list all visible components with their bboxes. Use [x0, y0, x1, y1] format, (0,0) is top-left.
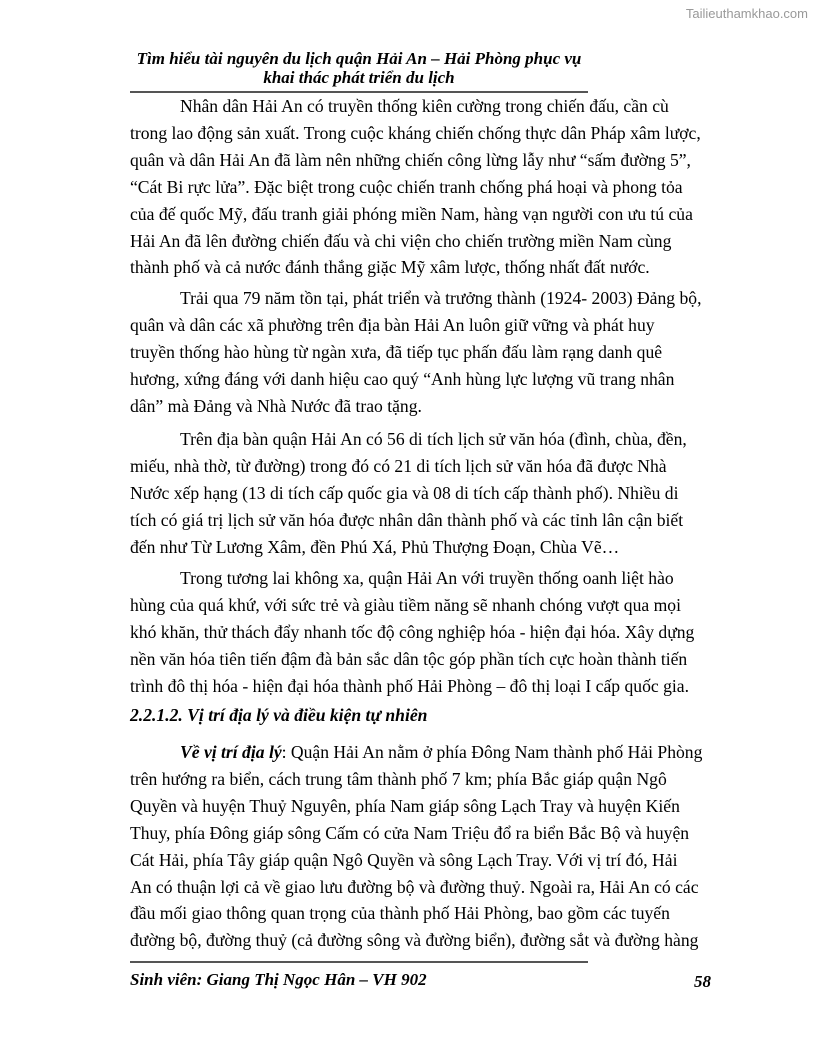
- paragraph-line: đầu mối giao thông quan trọng của thành phố Hải Phòng, bao gồm các tuyến: [130, 903, 670, 924]
- paragraph-line: [180, 742, 703, 762]
- paragraph-line: Cát Hải, phía Tây giáp quận Ngô Quyền và sông Lạch Tray. Với vị trí đó, Hải: [130, 849, 678, 870]
- location-first-line: : Quận Hải An nằm ở phía Đông Nam thành phố Hải Phòng: [281, 742, 703, 762]
- paragraph-line: “Cát Bi rực lửa”. Đặc biệt trong cuộc chiến tranh chống phá hoại và phong tỏa: [130, 176, 683, 197]
- paragraph-line: Nước xếp hạng (13 di tích cấp quốc gia và 08 di tích cấp thành phố). Nhiều di: [130, 482, 679, 503]
- paragraph-line: quân và dân Hải An đã làm nên những chiến công lừng lẫy như “sấm đường 5”,: [130, 149, 691, 170]
- header-divider: [130, 91, 588, 93]
- page-number: 58: [694, 972, 711, 991]
- paragraph-line: trình đô thị hóa - hiện đại hóa thành phố Hải Phòng – đô thị loại I cấp quốc gia.: [130, 675, 689, 696]
- paragraph-line: miếu, nhà thờ, từ đường) trong đó có 21 di tích lịch sử văn hóa đã được Nhà: [130, 455, 667, 476]
- paragraph-line: truyền thống hào hùng từ ngàn xưa, đã tiếp tục phấn đấu làm rạng danh quê: [130, 341, 663, 362]
- paragraph-line: trên hướng ra biển, cách trung tâm thành phố 7 km; phía Bắc giáp quận Ngô: [130, 768, 667, 789]
- paragraph-line: Hải An đã lên đường chiến đấu và chi viện cho chiến trường miền Nam cùng: [130, 230, 672, 251]
- paragraph-line: tích có giá trị lịch sử văn hóa được nhân dân thành phố và các tỉnh lân cận biết: [130, 509, 684, 530]
- paragraph-line: của đế quốc Mỹ, đấu tranh giải phóng miền Nam, hàng vạn người con ưu tú của: [130, 203, 693, 224]
- footer-divider: [130, 961, 588, 963]
- paragraph-line: An có thuận lợi cả về giao lưu đường bộ và đường thuỷ. Ngoài ra, Hải An có các: [130, 876, 699, 897]
- page-header-title: [130, 49, 588, 87]
- header-title-line-2: khai thác phát triển du lịch: [263, 68, 455, 87]
- header-title-line-1: Tìm hiểu tài nguyên du lịch quận Hải An – Hải Phòng phục vụ: [136, 49, 582, 68]
- paragraph-line: thành phố và cả nước đánh thắng giặc Mỹ xâm lược, thống nhất đất nước.: [130, 257, 650, 278]
- location-lead: Về vị trí địa lý: [180, 742, 282, 762]
- paragraph-line: hương, xứng đáng với danh hiệu cao quý “Anh hùng lực lượng vũ trang nhân: [130, 368, 675, 389]
- section-heading: 2.2.1.2. Vị trí địa lý và điều kiện tự nhiên: [130, 705, 428, 725]
- paragraph-line: dân” mà Đảng và Nhà Nước đã trao tặng.: [130, 395, 422, 416]
- paragraph-line: Quyền và huyện Thuỷ Nguyên, phía Nam giáp sông Lạch Tray và huyện Kiến: [130, 795, 680, 816]
- paragraph-line: khó khăn, thử thách đẩy nhanh tốc độ công nghiệp hóa - hiện đại hóa. Xây dựng: [130, 621, 695, 642]
- paragraph-line: hùng của quá khứ, với sức trẻ và giàu tiềm năng sẽ nhanh chóng vượt qua mọi: [130, 594, 681, 615]
- paragraph-line: Trên địa bàn quận Hải An có 56 di tích lịch sử văn hóa (đình, chùa, đền,: [180, 429, 687, 449]
- paragraph-line: Trải qua 79 năm tồn tại, phát triển và trưởng thành (1924- 2003) Đảng bộ,: [180, 288, 702, 308]
- paragraph-line: trong lao động sản xuất. Trong cuộc kháng chiến chống thực dân Pháp xâm lược,: [130, 122, 701, 143]
- paragraph-line: nền văn hóa tiên tiến đậm đà bản sắc dân tộc góp phần tích cực hoàn thành tiến: [130, 648, 688, 669]
- paragraph-line: Nhân dân Hải An có truyền thống kiên cường trong chiến đấu, cần cù: [180, 96, 669, 116]
- paragraph-line: quân và dân các xã phường trên địa bàn Hải An luôn giữ vững và phát huy: [130, 314, 655, 335]
- paragraph-line: đường bộ, đường thuỷ (cả đường sông và đường biển), đường sắt và đường hàng: [130, 930, 699, 951]
- paragraph-line: Trong tương lai không xa, quận Hải An với truyền thống oanh liệt hào: [180, 568, 674, 588]
- footer-student: Sinh viên: Giang Thị Ngọc Hân – VH 902: [130, 970, 427, 989]
- watermark: Tailieuthamkhao.com: [685, 6, 808, 21]
- paragraph-line: đến như Từ Lương Xâm, đền Phú Xá, Phủ Thượng Đoạn, Chùa Vẽ…: [130, 536, 620, 557]
- paragraph-line: Thuy, phía Đông giáp sông Cấm có cửa Nam Triệu đổ ra biển Bắc Bộ và huyện: [130, 822, 690, 843]
